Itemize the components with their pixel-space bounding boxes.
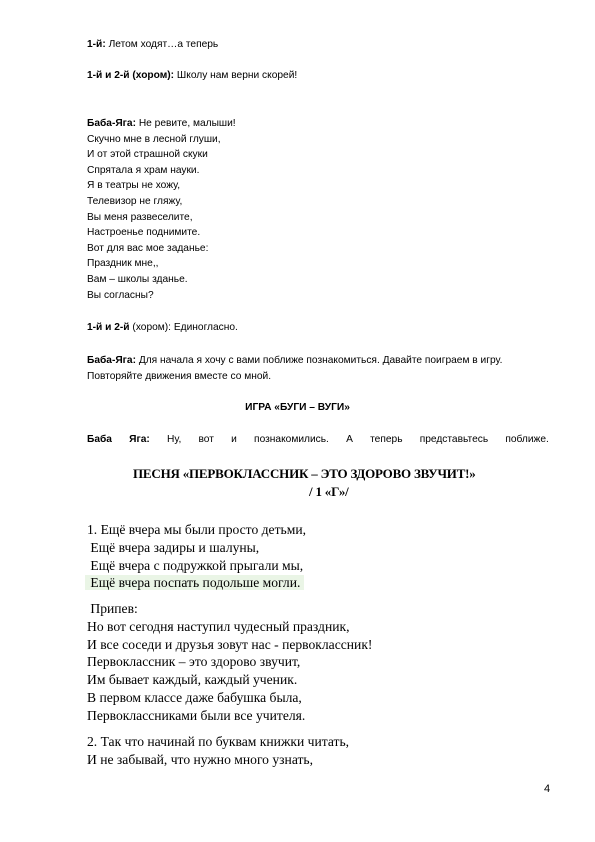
dialogue-text: Летом ходят…а теперь: [108, 39, 219, 50]
word: вот: [198, 434, 214, 445]
dialogue-text: Для начала я хочу с вами поближе познакомиться. Давайте поиграем в игру.: [138, 355, 503, 366]
monologue-first-line: [87, 116, 236, 132]
lyric-line: И все соседи и друзья зовут нас - первоклассник!: [87, 636, 373, 652]
speaker-part: Яга:: [129, 434, 150, 445]
lyric-line: Первоклассник – это здорово звучит,: [87, 654, 301, 670]
song-title: ПЕСНЯ «ПЕРВОКЛАССНИК – ЭТО ЗДОРОВО ЗВУЧИТ!»: [133, 466, 476, 481]
speaker: Баба-Яга:: [87, 118, 136, 129]
dialogue-line-5: [87, 432, 549, 448]
word: познакомились.: [254, 434, 329, 445]
verse-line: Вот для вас мое заданье:: [87, 242, 209, 254]
verse-line: Скучно мне в лесной глуши,: [87, 133, 221, 145]
lyric-line: Но вот сегодня наступил чудесный праздник,: [87, 618, 350, 634]
song-chorus: [87, 600, 372, 725]
verse-line: Я в театры не хожу,: [87, 180, 181, 192]
lyric-line: В первом классе даже бабушка была,: [87, 689, 302, 705]
dialogue-text: (хором): Единогласно.: [132, 322, 238, 333]
word: представьтесь: [419, 434, 489, 445]
lyric-line: Им бывает каждый, каждый ученик.: [87, 672, 298, 688]
baba-yaga-monologue: [87, 116, 236, 303]
verse-line: Телевизор не гляжу,: [87, 195, 183, 207]
dialogue-text: Школу нам верни скорей!: [176, 70, 298, 81]
song-verse-2: [87, 733, 349, 769]
word: поближе.: [505, 434, 549, 445]
word: Ну,: [167, 434, 182, 445]
speaker: 1-й:: [87, 39, 106, 50]
verse-line: Праздник мне,,: [87, 258, 159, 270]
page-number: 4: [544, 783, 551, 795]
verse-line: Настроенье поднимите.: [87, 227, 201, 239]
song-subtitle: / 1 «Г»/: [309, 484, 349, 499]
lyric-line: Ещё вчера задиры и шалуны,: [87, 539, 260, 555]
verse-line: Вам – школы зданье.: [87, 273, 188, 285]
word: и: [231, 434, 237, 445]
dialogue-text: Не ревите, малыши!: [138, 118, 236, 129]
verse-line: Спрятала я храм науки.: [87, 164, 200, 176]
dialogue-line-1: [87, 37, 218, 53]
speaker: 1-й и 2-й (хором):: [87, 70, 175, 81]
speaker: Баба-Яга:: [87, 355, 136, 366]
dialogue-line-3: [87, 320, 238, 336]
word: теперь: [370, 434, 403, 445]
lyric-line: Первоклассниками были все учителя.: [87, 707, 306, 723]
dialogue-line-4: [87, 353, 502, 384]
game-title: ИГРА «БУГИ – ВУГИ»: [245, 402, 350, 413]
lyric-line: И не забывай, что нужно много узнать,: [87, 751, 314, 767]
speaker: 1-й и 2-й: [87, 322, 130, 333]
chorus-label: Припев:: [87, 601, 138, 616]
lyric-line: 2. Так что начинай по буквам книжки читать,: [87, 734, 350, 749]
speaker-part: Баба: [87, 434, 112, 445]
verse-line: Вы согласны?: [87, 289, 154, 301]
dialogue-line-2: [87, 68, 297, 84]
verse-line: И от этой страшной скуки: [87, 149, 208, 161]
lyric-line: 1. Ещё вчера мы были просто детьми,: [87, 522, 306, 537]
word: А: [346, 434, 353, 445]
dialogue-continuation: Повторяйте движения вместе со мной.: [87, 370, 272, 382]
lyric-line-highlighted: Ещё вчера поспать подольше могли.: [85, 575, 304, 590]
lyric-line: Ещё вчера с подружкой прыгали мы,: [87, 557, 304, 573]
verse-line: Вы меня развеселите,: [87, 211, 193, 223]
song-verse-1: [87, 521, 306, 592]
